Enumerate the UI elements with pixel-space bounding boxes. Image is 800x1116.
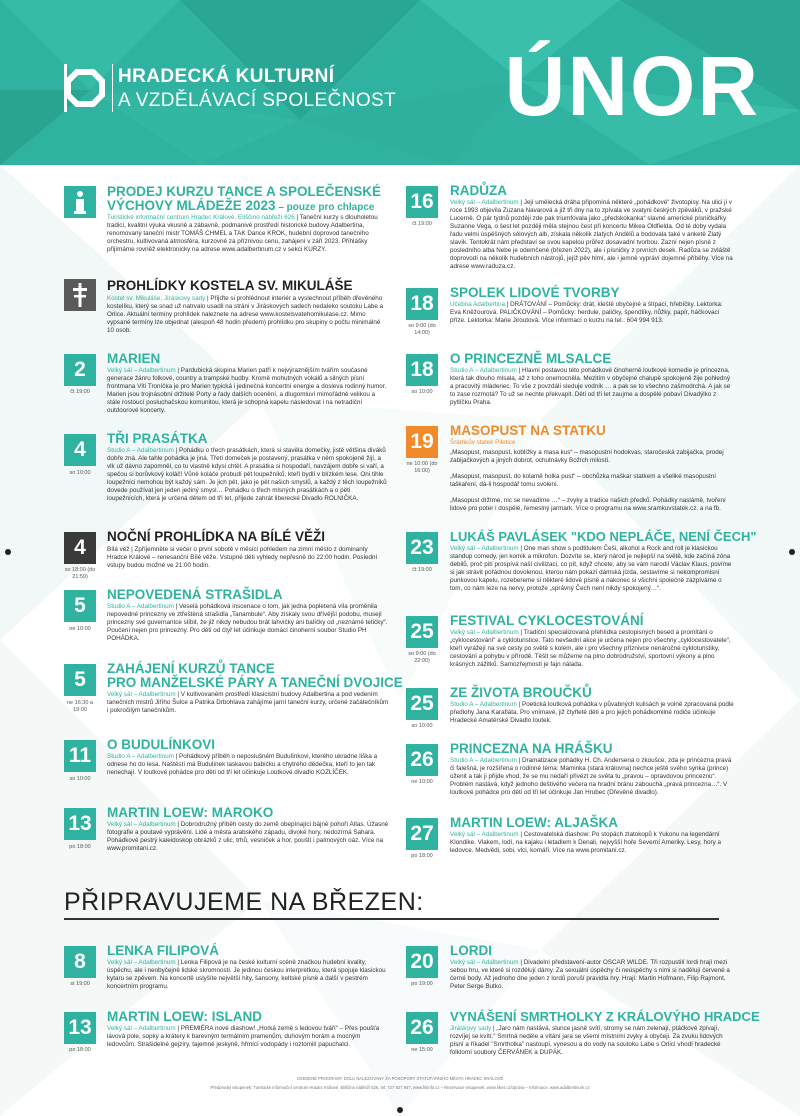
event-description: Velký sál – Adalbertinum | V kultivovaném prostředí klasicistní budovy Adalbertina a pod vedením tanečních mistrů Jiřího Šulce a Patrika Drbohlava zahájíme jarní taneční kurzy, určené začátečníkům i pokročilým tanečníkům.	[107, 691, 389, 714]
event-title-line2: VÝCHOVY MLÁDEŽE 2023 – pouze pro chlapce	[107, 198, 375, 213]
event-description: Velký sál – Adalbertinum | Dobrodružný příběh cesty do země obepínající bájné pohoří Atlas. Úžasné fotografie a poutavé vyprávění. Lidé a města arabského západu, divoké hory, nedozírná Sahara. Pohádkově pestrý kaleidoskop obrázků z ulic, trhů, vesniček a hor, pouští i palmových oáz. Více na www.promitani.cz.	[107, 821, 389, 852]
event-description: Studio A – Adalbertinum | Poetická loutková pohádka v půvabných kulisách je volně zpracovaná podle předlohy Jana Karafiáta. Pro vnímavé, již čtyřleté děti a pro jejich pohádkomilné rodiče účinkuje Hradecké Amatérské Divadlo loutek.	[450, 701, 734, 724]
event-time: po 18:00	[411, 853, 433, 859]
event-title: MASOPUST NA STATKU	[450, 423, 606, 438]
event-time: ne 10:00 (do 16:00)	[406, 461, 438, 474]
event-description: Velký sál – Adalbertinum | Divadelní představení-autor OSCAR WILDE. Tři rozpustilí lordi hrají mezi sebou hru, ve které si rozdělují dámy. Za sexuální úspěchy či neúspěchy s nimi si nadělují červené a černé body. Až jednoho dne jeden z lordů poruší pravidla hry. Hrají: Martin Hofmann, Filip Rajmont, Peter Serge Butko.	[450, 959, 730, 990]
event-title: FESTIVAL CYKLOCESTOVÁNÍ	[450, 613, 644, 628]
event-title: PRINCEZNA NA HRÁŠKU	[450, 741, 613, 756]
date-badge: 4	[64, 532, 96, 564]
org-name-line2: A VZDĚLÁVACÍ SPOLEČNOST	[118, 90, 397, 111]
event-description: „Masopust, masopust, koblížky a masa kus“ – masopustní hodokvas, staročeská zabijačka, prodej zabijačkových a jiných dobrot, ochutnávky Božích milostí. „Masopust, masopust, do kolamě holka pust“ – obchůzka maškar statkem a všeliké masopustní taškaření, dá-li hospodář tomu svolení. „Masopust držíme, nic se nevadíme …“ – zvyky a tradice našich předků. Pohádky naslámě, tvoření lidové pro poter i dospělé, řemeslný jarmark. Více o programu na www.sramkuvstatek.cz. a na fb.	[450, 449, 726, 512]
event-title: TŘI PRASÁTKA	[107, 431, 208, 446]
date-badge: 5	[64, 664, 96, 696]
event-time: ne 10:00	[69, 626, 91, 632]
section-divider	[64, 918, 719, 920]
date-badge: 8	[64, 946, 96, 978]
event-description: Velký sál – Adalbertinum | PREMIÉRA nové diashow! „Horká země s ledovou tváří“ – Přes poušťa lávová pole, sopky a krátery k barevným termálním pramenům, duhovým horám a mocným ledovcům. Strašidelné gejzíry, tajemné jeskyně, hřmící vodopády i roztomilí papuchalci.	[107, 1025, 380, 1048]
event-description: Kostel sv. Mikuláše, Jiráskovy sady | Přijďte si prohlédnout interiér a vyslechnout příběh dřevěného kostelíku, který se snad už natrvalo usadil na stráni v Jiráskových sadech nedaleko soutoku Labe a Orlice. Aktuální termíny prohlídek naleznete na adrese www.kostelsvatehomikulase.cz. Mimo vypsané termíny lze objednat (alespoň 48 hodin předem) prohlídku pro skupiny o počtu minimálně 10 osob.	[107, 295, 384, 334]
date-badge: 18	[406, 354, 438, 386]
event-title: NOČNÍ PROHLÍDKA NA BÍLÉ VĚŽI	[107, 529, 326, 544]
date-badge: 27	[406, 818, 438, 850]
date-badge: 18	[406, 288, 438, 320]
event-title: O BUDULÍNKOVI	[107, 737, 215, 752]
event-description: Velký sál – Adalbertinum | Cestovatelská diashow: Po stopách zlatokopů k Yukonu na legendární Klondike. Vlakem, lodí, na kajaku i letadlem k Denali, nejvyšší hoře Severní Ameriky. Lesy, hory a ledovce. Medvědi, sobi, vlci, komáři. Více na www.promitani.cz.	[450, 831, 722, 854]
event-title: O PRINCEZNĚ MLSALCE	[450, 351, 612, 366]
event-description: Velký sál – Adalbertinum | Lenka Filipová je na české kulturní scéně značkou hudební kvality, úspěchu, ale i neobyčejně lidské skromnosti. Je jedinou českou interpretkou, která spojuje klasickou kytaru se zpěvem. Na koncertě uslyšíte největší hity, šansony, keltské písně a další v pestrém koncertním programu.	[107, 959, 386, 990]
event-description: Bílá věž | Zpříjemněte si večer o první sobotě v měsíci pohledem na zimní město z dominanty Hradce Králové – renesanční Bílé věže. Vstupné děti vyhledy nepřesně do 22:00 hodin. Poslední vstupy budou možné ve 21:00 hodin.	[107, 546, 378, 569]
event-title: PROHLÍDKY KOSTELA SV. MIKULÁŠE	[107, 278, 353, 293]
event-time: so 9:00 (do 22:00)	[408, 651, 436, 664]
event-time: ne 15:00	[411, 1047, 433, 1053]
info-icon	[64, 186, 96, 218]
event-time: čt 19:00	[70, 389, 90, 395]
section-heading-march: PŘIPRAVUJEME NA BŘEZEN:	[64, 888, 424, 916]
date-badge: 13	[64, 808, 96, 840]
event-time: so 10:00	[411, 723, 433, 729]
event-description: Velký sál – Adalbertinum | Pardubická skupina Marien patří k nejvýraznějším tvářím současné generace žánru folkové, country a trampské hudby. Kromě mohutných vokálů a silných písní frontmana Víti Troníčka je pro Marien typická i jedinečná koncertní energie a dosleva rodinný humor. Marien jsou trojnásobní držitelé Porty a řady dalších ocenění, a dlugomluví mimořádně velikou a stále rostoucí posluchačskou komunitou, která je schopná kapelu následovat i na netradiční outdoorové koncerty.	[107, 367, 387, 414]
event-description: Turistické informační centrum Hradec Králové, Eliščino nábřeží 626 | Taneční kurzy s dlouholetou tradicí, kvalitní výuka vkusně a zábavně, podmanivé prostředí historické budovy Adalbertina, renomovaný taneční mistr TOMÁŠ CHMEL a TAK Dance KROK, hudební doprovod tanečního orchestru, kultivovaná atmosféra, kurzovné za příznivou cenu, zahájení v září 2023. Přihlášky přijímáme rovněž elektronicky na adrese www.adalbertinum.cz v sekci KURZY.	[107, 214, 378, 253]
date-badge: 25	[406, 616, 438, 648]
footer-tickets: Předprodej vstupenek: Turistické informační centrum Hradec Králové, Eliščino nábřeží 626, tel: 727 927 947, www.hkinfo.cz – Rezervace vstupenek: www.hkvs.cz/zpráva – Informace: www.adalbertinum.cz	[210, 1085, 590, 1090]
event-description: Studio A – Adalbertinum | Veselá pohádková inscenace o tom, jak jedna popletená víla proměnila nepovedné princezny ve ztřeštěná strašidla „Tanambule“. Aby získaly svou dřívější podobu, musejí princezny své guvernantce slíbit, že již nikdy nebudou brát lahvičky ani balíčky od „neznámé tetičky“. Poučení nejen pro princezny. Pro děti od čtyř let účinkuje domácí činoherní soubor Studio PH POHÁDKA.	[107, 603, 388, 642]
event-description: Velký sál – Adalbertinum | Tradiční specializovaná přehlídka cestopisných besed a promítání o „cyklocestování“ a cykloturistice. Tato nevšední akce je určena nejen pro všechny „cyklocestovatele“, kteří vyrážejí na své cesty po světě s kolem, ale i pro všechny příznivce nenáročné cykloturistiky, cestování a pohybu v přírodě. Těšit se můžeme na plno dobrodružství, sportovní výkony a plno krásných zážitků. Samozřejmostí je fajn nálada.	[450, 629, 731, 668]
date-badge: 16	[406, 186, 438, 218]
event-title: LORDI	[450, 943, 492, 958]
date-badge: 4	[64, 434, 96, 466]
event-time: st 19:00	[70, 981, 90, 987]
date-badge: 5	[64, 590, 96, 622]
event-title: MARTIN LOEW: MAROKO	[107, 805, 274, 820]
event-time: ne 10:00	[411, 779, 433, 785]
event-title: VYNÁŠENÍ SMRTHOLKY Z KRÁLOVÝHO HRADCE	[450, 1009, 760, 1024]
event-description: Studio A – Adalbertinum | Pohádkový příběh o neposlušném Budulínkovi, kterého ukradne liška a odnese ho do lesa. Naštěstí má Budulínek laskavou babičku a chytrého dědečka, kteří to jen tak nenechají. V loutkové pohádce pro děti od tří let účinkuje Loutkové divadlo KOZLÍČEK.	[107, 753, 378, 776]
event-title: PRODEJ KURZU TANCE A SPOLEČENSKÉ	[107, 184, 382, 199]
event-time: čt 19:00	[412, 567, 432, 573]
date-badge: 20	[406, 946, 438, 978]
event-time: po 19:00	[411, 981, 433, 987]
date-badge: 2	[64, 354, 96, 386]
event-description: Studio A – Adalbertinum | Dramatizace pohádky H. Ch. Andersena o zkoušce, zda je princezna pravá či falešná, je rozšířena o rodinné téma: Maminka (stará královna) nechce ještě svého synka (prince) oženit a tak ji přijde vhod, že se mu nedaří přivézt ze světa tu „pravou – opravdovou princeznu“. Problém nastává, když jednoho deštivého večera na hradní bránu zabouchá „pravá princezna…“. V loutkové pohádce pro děti od tří let účinkuje Jan Hrubec (Dřevěné divadlo).	[450, 757, 732, 796]
event-title: LUKÁŠ PAVLÁSEK "KDO NEPLÁČE, NENÍ ČECH"	[450, 529, 757, 544]
month-title: ÚNOR	[504, 39, 760, 133]
date-badge: 26	[406, 1012, 438, 1044]
event-time: so 18:00 (do 21:59)	[64, 567, 96, 580]
event-title: SPOLEK LIDOVÉ TVORBY	[450, 285, 620, 300]
event-title: MARTIN LOEW: ALJAŠKA	[450, 815, 618, 830]
event-time: so 10:00	[411, 389, 433, 395]
event-description: Studio A – Adalbertinum | Pohádku o třech prasátkách, která si stavěla domečky, jistě většina diváků dobře zná. Ale tahle pohádka je jiná. Třetí domeček je postavený, prasátka v něm spokojeně žijí, a vlk už dávno zapomněl, co tu vlastně kdysi chtěl. A prasátka si hospodaří, navzájem dobře si vaří, a spečou si borůvkový koláč! Vůně koláče probudí pět loupežníků, kteří bydlí v blízkém lese. Oni tihle loupežníci nemohou být každý sám. Je jich pět, jako je pět našich smyslů, a každý z těch loupežníků dovede používat jen jeden jediný smysl… Pohádku o třech mlsných prasátkách a o pěti loupežnících, která je určená dětem od tří let, přijede zahrát liberecké Divadlo ROLNIČKA.	[107, 447, 387, 502]
event-title: ZE ŽIVOTA BROUČKŮ	[450, 685, 592, 700]
date-badge: 13	[64, 1012, 96, 1044]
event-time: so 9:00 (do 14:00)	[408, 323, 436, 336]
event-title-line2: PRO MANŽELSKÉ PÁRY A TANEČNÍ DVOJICE	[107, 675, 403, 690]
event-title: NEPOVEDENÁ STRAŠIDLA	[107, 587, 283, 602]
event-time: po 18:00	[69, 1047, 91, 1053]
event-title: ZAHÁJENÍ KURZŮ TANCE	[107, 661, 275, 676]
event-description: Velký sál – Adalbertinum | Její umělecká dráha připomíná některé „pohádkové“ životopisy. Na ulici ji v roce 1993 objevila Zuzana Navarová a již tři dny na to zpívala ve svatyni českých zpěváků, v pražské Lucerně. O pár týdnů později zde pak triumfovala jako „předskokanka“ slavné americké písničkářky Suzanne Vega, o šest let později měla stejnou čest při koncertu Mikea Oldfielda. Od té doby vydala řadu velmi úspěšných sólových alb, získala několik zlatých Andělů a bodovala také v anketě Zlatý slavík. Tentokrát nám představí se svou kapelou průřez dosavadní tvorbou. Zazní nejen písně z posledního alba Nebe je odemčené (březen 2022), ale i písničky z prvních desek. Radůza se zvláště doprovodí na několik hudebních nástrojů, jejíž pěv hlmí, ale i jemně vypráví dojemné příběhy. Více na adrese www.raduza.cz.	[450, 199, 733, 270]
event-title: MARIEN	[107, 351, 161, 366]
event-description: Velký sál – Adalbertinum | One man show s podtitulem Češi, alkohol a Rock and roll je klasickou standup comedy, jen komik a mikrofon. Dozvíte se, který národ je nejlepší na světě, kde začíná zóna debilů, proč pití prospívá naší civilizaci, co pít, když chcete, aby se vám narodil Václav Klaus, povíme si jak strávit pořádnou dovolenou, kterou nám pokazí dámská jízda, sestavíme si nekompromisní punkovou kapelu, rozebereme si některé lidové písně a nakonec si všichni společně zazpíváme o tom, co nám leze na nervy, protože „správný Čech není nikdy spokojený…“.	[450, 545, 732, 592]
date-badge: 23	[406, 532, 438, 564]
event-time: so 10:00	[69, 776, 91, 782]
event-time: so 10:00	[69, 470, 91, 476]
event-time: ne 16:30 a 19:00	[67, 700, 93, 713]
date-badge: 25	[406, 688, 438, 720]
event-title: LENKA FILIPOVÁ	[107, 943, 220, 958]
event-description: Studio A – Adalbertinum | Hlavní postavou této pohádkové činoherně loutkové komedie je princezna, která tak dlouho mlsala, až z toho onemocněla. Mezitím v obyčejné chalupě spokojeně žije pohledný a pracovitý mládenec. To vše z povzdálí sleduje vodník … a pak se to všechno zašmodrchá. A jak se to zase rozmotá? To už se nechte překvapit. Děti od tří let zaujme a dospělé pobaví Divadýlko z pytlíčku Praha.	[450, 367, 731, 406]
footer-note: UVEDENÉ PROGRAMY DOLU NALEZOVANY ZA POSOPORY STATUTÁRNÍHO MĚSTA HRADEC KRÁLOVÉ	[296, 1076, 504, 1081]
event-description: Jiráskovy sady | „Jaro nám nastává, slunce jasně svítí, stromy se nám zelenají, ptáčkové zpívají, rozvíjej se kvítí.“ Smrtná neděle a vítání jara se všemi místními zvyky a obyčeji. Za zvuku lidových písní a říkadel "Smrtholka" nastoupí, vynesou a do vody na soutoku Labe s Orlicí vhodí hradecké folklorní soubory ČERVÁNEK a DUPÁK.	[450, 1025, 723, 1056]
org-name-line1: HRADECKÁ KULTURNÍ	[118, 66, 335, 87]
date-badge: 19	[406, 426, 438, 458]
event-title: MARTIN LOEW: ISLAND	[107, 1009, 262, 1024]
cross-icon	[64, 279, 96, 311]
event-description: Učebna Adalbertina | DRÁTOVÁNÍ – Pomůcky: drát, kleště obyčejné a štípací, hřebíčky. Lektorka: Eva Kněžourová. PALIČKOVÁNÍ – Pomůcky: herdule, paličky, špendlíky, nůžky, papír, háčkovací příze. Lektorka: Marie Jiroutová. Více informací o kurzu na tel.: 604 994 913.	[450, 301, 723, 324]
date-badge: 11	[64, 740, 96, 772]
date-badge: 26	[406, 744, 438, 776]
event-time: po 18:00	[69, 844, 91, 850]
event-title: RADŮZA	[450, 183, 507, 198]
event-time: čt 19:00	[412, 221, 432, 227]
event-venue-line: Šrámkův statek Piletice	[450, 439, 516, 446]
